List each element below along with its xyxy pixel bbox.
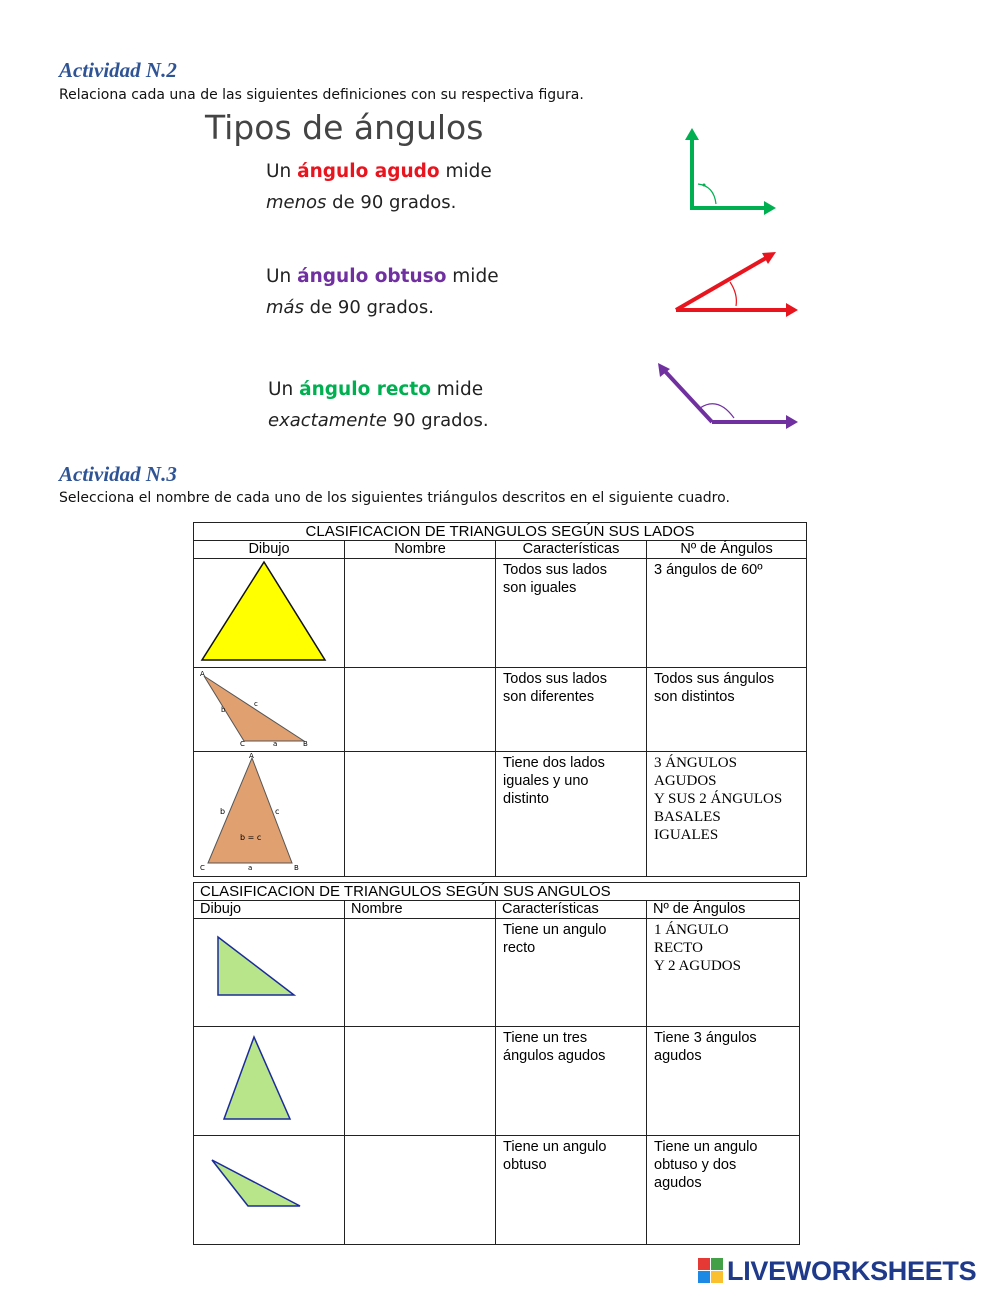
characteristics-line: recto bbox=[503, 940, 536, 956]
table-row bbox=[194, 919, 800, 1027]
keyword-acute: ángulo agudo bbox=[297, 161, 440, 182]
liveworksheets-logo bbox=[698, 1256, 976, 1286]
table-title: CLASIFICACION DE TRIANGULOS SEGÚN SUS ANGULOS bbox=[194, 883, 800, 901]
angles-line: Tiene un angulo bbox=[654, 1139, 758, 1155]
characteristics-line: ángulos agudos bbox=[503, 1048, 606, 1064]
logo-text: LIVEWORKSHEETS bbox=[727, 1255, 977, 1286]
def-text: de 90 grados. bbox=[303, 297, 434, 318]
angles-line: BASALES bbox=[654, 809, 721, 825]
characteristics-cell bbox=[496, 919, 647, 1027]
characteristics-line: Todos sus lados bbox=[503, 562, 607, 578]
characteristics-cell bbox=[496, 1027, 647, 1136]
header-angulos: Nº de Ángulos bbox=[647, 541, 807, 559]
header-angulos: Nº de Ángulos bbox=[647, 901, 800, 919]
definition-right bbox=[268, 374, 489, 436]
keyword-right: ángulo recto bbox=[299, 379, 431, 400]
right-triangle-icon bbox=[194, 919, 345, 1022]
characteristics-line: distinto bbox=[503, 791, 549, 807]
table-row bbox=[194, 668, 807, 752]
angles-line: Tiene 3 ángulos bbox=[654, 1030, 757, 1046]
angles-line: Y SUS 2 ÁNGULOS bbox=[654, 791, 783, 807]
characteristics-cell bbox=[496, 559, 647, 668]
obtuse-triangle-drawing bbox=[194, 1136, 345, 1245]
vertex-label: A bbox=[249, 752, 254, 760]
characteristics-line: Tiene un tres bbox=[503, 1030, 588, 1046]
equilateral-triangle-icon bbox=[194, 559, 345, 663]
table-row bbox=[194, 752, 807, 877]
characteristics-line: obtuso bbox=[503, 1157, 547, 1173]
name-answer[interactable] bbox=[345, 1027, 495, 1031]
activity-2-instructions: Relaciona cada una de las siguientes definiciones con su respectiva figura. bbox=[59, 87, 584, 103]
name-answer-cell[interactable] bbox=[345, 668, 496, 752]
scalene-triangle-drawing bbox=[194, 668, 345, 752]
definition-acute bbox=[266, 156, 492, 218]
header-dibujo: Dibujo bbox=[194, 901, 345, 919]
vertex-label: C bbox=[240, 740, 245, 747]
triangles-by-sides-table bbox=[193, 522, 807, 877]
acute-triangle-drawing bbox=[194, 1027, 345, 1136]
side-label: c bbox=[254, 700, 258, 708]
scalene-triangle-icon bbox=[194, 668, 345, 747]
acute-angle-figure[interactable] bbox=[668, 244, 804, 324]
angles-line: 1 ÁNGULO bbox=[654, 922, 729, 938]
def-emphasis: exactamente bbox=[268, 410, 387, 431]
side-label: b bbox=[220, 807, 226, 816]
table-title: CLASIFICACION DE TRIANGULOS SEGÚN SUS LADOS bbox=[194, 523, 807, 541]
def-text: de 90 grados. bbox=[326, 192, 457, 213]
characteristics-line: iguales y uno bbox=[503, 773, 589, 789]
def-emphasis: más bbox=[266, 297, 304, 318]
characteristics-line: Tiene un angulo bbox=[503, 922, 607, 938]
name-answer-cell[interactable] bbox=[345, 919, 496, 1027]
vertex-label: A bbox=[200, 670, 205, 678]
header-caracteristicas: Características bbox=[496, 541, 647, 559]
characteristics-line: son iguales bbox=[503, 580, 577, 596]
def-text: 90 grados. bbox=[386, 410, 489, 431]
characteristics-line: Todos sus lados bbox=[503, 671, 607, 687]
characteristics-line: son diferentes bbox=[503, 689, 595, 705]
vertex-label: B bbox=[294, 864, 299, 872]
def-text: mide bbox=[439, 161, 492, 182]
equality-label: b = c bbox=[240, 833, 262, 842]
def-text: Un bbox=[266, 161, 298, 182]
name-answer[interactable] bbox=[345, 919, 495, 923]
name-answer-cell[interactable] bbox=[345, 1027, 496, 1136]
angles-cell bbox=[647, 668, 807, 752]
live-badge-icon bbox=[698, 1258, 724, 1284]
obtuse-triangle-icon bbox=[194, 1136, 345, 1240]
angles-line: 3 ángulos de 60º bbox=[654, 562, 763, 578]
vertex-label: C bbox=[200, 864, 205, 872]
angles-cell bbox=[647, 1136, 800, 1245]
def-text: mide bbox=[446, 266, 499, 287]
keyword-obtuse: ángulo obtuso bbox=[297, 266, 447, 287]
name-answer-cell[interactable] bbox=[345, 1136, 496, 1245]
activity-2-title: Actividad N.2 bbox=[59, 58, 177, 82]
name-answer[interactable] bbox=[345, 1136, 495, 1140]
def-emphasis: menos bbox=[266, 192, 327, 213]
def-text: Un bbox=[266, 266, 298, 287]
activity-3-title: Actividad N.3 bbox=[59, 462, 177, 486]
right-angle-figure[interactable] bbox=[680, 124, 784, 220]
angle-types-heading: Tipos de ángulos bbox=[205, 108, 484, 147]
header-nombre: Nombre bbox=[345, 901, 496, 919]
name-answer-cell[interactable] bbox=[345, 752, 496, 877]
triangles-by-angles-table bbox=[193, 882, 800, 1245]
angles-cell bbox=[647, 559, 807, 668]
table-row bbox=[194, 559, 807, 668]
characteristics-line: Tiene dos lados bbox=[503, 755, 605, 771]
def-text: Un bbox=[268, 379, 300, 400]
characteristics-cell bbox=[496, 668, 647, 752]
characteristics-cell bbox=[496, 1136, 647, 1245]
characteristics-cell bbox=[496, 752, 647, 877]
angles-cell bbox=[647, 752, 807, 877]
characteristics-line: Tiene un angulo bbox=[503, 1139, 607, 1155]
header-nombre: Nombre bbox=[345, 541, 496, 559]
angles-line: RECTO bbox=[654, 940, 703, 956]
obtuse-angle-figure[interactable] bbox=[652, 358, 804, 434]
angles-line: IGUALES bbox=[654, 827, 719, 843]
name-answer[interactable] bbox=[345, 559, 495, 563]
angles-line: 3 ÁNGULOS bbox=[654, 755, 737, 771]
name-answer[interactable] bbox=[345, 752, 495, 756]
angles-line: AGUDOS bbox=[654, 773, 717, 789]
vertex-label: B bbox=[303, 740, 308, 747]
right-triangle-drawing bbox=[194, 919, 345, 1027]
angles-line: son distintos bbox=[654, 689, 735, 705]
angles-cell bbox=[647, 1027, 800, 1136]
isosceles-triangle-drawing bbox=[194, 752, 345, 877]
side-label: a bbox=[273, 740, 278, 747]
angles-line: agudos bbox=[654, 1175, 702, 1191]
name-answer-cell[interactable] bbox=[345, 559, 496, 668]
header-caracteristicas: Características bbox=[496, 901, 647, 919]
side-label: a bbox=[248, 864, 253, 872]
name-answer[interactable] bbox=[345, 668, 495, 672]
definition-obtuse bbox=[266, 261, 499, 323]
table-row bbox=[194, 1027, 800, 1136]
side-label: c bbox=[275, 807, 280, 816]
angles-line: obtuso y dos bbox=[654, 1157, 737, 1173]
side-label: b bbox=[221, 706, 226, 714]
angles-cell bbox=[647, 919, 800, 1027]
table-row bbox=[194, 1136, 800, 1245]
acute-triangle-icon bbox=[194, 1027, 345, 1131]
isosceles-triangle-icon bbox=[194, 752, 345, 872]
angles-line: agudos bbox=[654, 1048, 702, 1064]
equilateral-triangle-drawing bbox=[194, 559, 345, 668]
angles-line: Todos sus ángulos bbox=[654, 671, 775, 687]
def-text: mide bbox=[430, 379, 484, 400]
angles-line: Y 2 AGUDOS bbox=[654, 958, 741, 974]
header-dibujo: Dibujo bbox=[194, 541, 345, 559]
activity-3-instructions: Selecciona el nombre de cada uno de los siguientes triángulos descritos en el siguiente cuadro. bbox=[59, 490, 730, 506]
